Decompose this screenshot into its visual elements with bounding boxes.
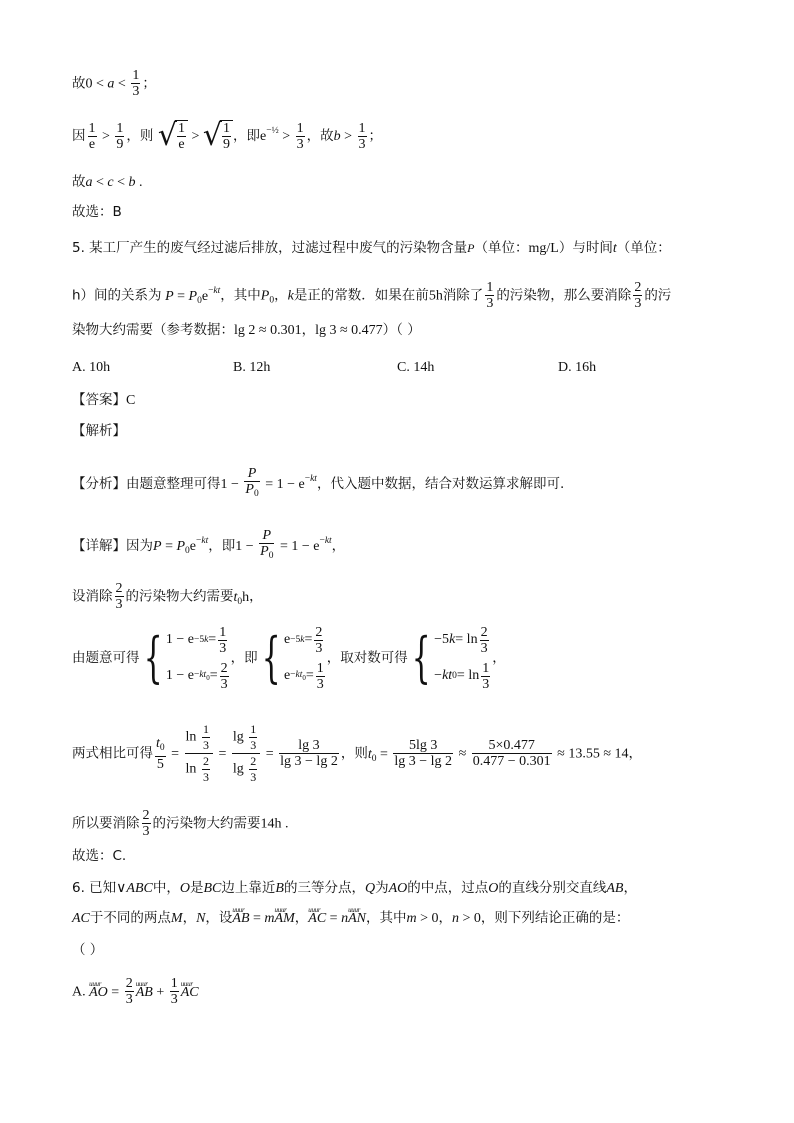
- text: ，则下列结论正确的是：: [480, 910, 630, 926]
- answer-value: C: [126, 393, 136, 408]
- answer-choice-5: 故选：C.: [72, 848, 127, 864]
- text: 的三等分点，: [283, 880, 365, 896]
- text: 边上靠近: [221, 880, 276, 896]
- text: （单位：: [616, 240, 671, 256]
- text: 由题意整理可得: [126, 476, 221, 492]
- text: ）与时间: [558, 240, 613, 256]
- option-b: B. 12h: [233, 360, 271, 375]
- text: ，故: [306, 128, 334, 144]
- q6-stem-line2: AC于不同的两点M，N，设uuur AB = muuur AM，uuur AC = nuuur AN，其中m > 0，n > 0，则下列结论正确的是：: [72, 908, 629, 929]
- text: 的污: [644, 287, 672, 304]
- text: h）间的关系为: [72, 287, 162, 304]
- text: 的污染物，那么要消除: [496, 287, 632, 304]
- result-line: 所以要消除 $\frac{2}{3}$ 的污染物大约需要14h .: [72, 808, 289, 839]
- text: 故: [72, 174, 86, 190]
- text: 因为: [126, 538, 153, 554]
- text: 两式相比可得: [72, 745, 153, 762]
- text: 是: [190, 880, 204, 896]
- text: ）（ ）: [382, 322, 421, 338]
- text: 消除了: [442, 287, 484, 304]
- analysis-label: 【解析】: [72, 423, 126, 439]
- unit-text: mg/L: [528, 241, 559, 256]
- text: ，其中: [220, 287, 261, 304]
- q5-stem-line1: 5. 某工厂产生的废气经过滤后排放，过滤过程中废气的污染物含量P（单位：mg/L）与时间t（单位：: [72, 240, 671, 256]
- text: ，则: [340, 745, 368, 762]
- text: 因: [72, 128, 86, 144]
- analysis-line: 【分析】由题意整理可得1 − $\frac{P}{P_0}$ = $1 - e^{-kt}$，代入题中数据，结合对数运算求解即可.: [72, 466, 565, 499]
- text: ，代入题中数据，结合对数运算求解即可.: [316, 476, 565, 492]
- answer-label: 【答案】: [72, 392, 126, 408]
- option-a: A. 10h: [72, 360, 111, 375]
- text: 5h: [428, 288, 443, 304]
- q6-option-a: A. uuur AO = $\frac{2}{3}$ uuur AB + $\frac{1}{3}$ uuur AC: [72, 976, 199, 1007]
- label: A.: [72, 984, 86, 1000]
- text: 的中点，过点: [407, 880, 489, 896]
- answer-line: [72, 390, 135, 411]
- q6-paren: （ ）: [72, 942, 104, 958]
- text: 的污染物大约需要: [152, 815, 261, 832]
- label: 【详解】: [72, 538, 126, 554]
- option-d: D. 16h: [558, 360, 597, 375]
- text: 于不同的两点: [89, 910, 171, 926]
- text: ，其中: [365, 910, 407, 926]
- q5-stem-line2: h）间的关系为 $P = P_0e^{-kt}$，其中$P_0$，k是正的常数．如果在前5h消除了 $\frac{1}{3}$ 的污染物，那么要消除 $\frac{2}{3}$ 的污: [72, 280, 672, 311]
- text: ，则: [126, 128, 154, 144]
- text: 为: [375, 880, 389, 896]
- text: ，设: [205, 910, 233, 926]
- detail-line: 【详解】因为$P = P_0e^{-kt}$，即1 − $\frac{P}{P_0}$ = $1 - e^{-kt}$，: [72, 528, 346, 561]
- line-conclusion-c: 故a < c < b .: [72, 174, 143, 190]
- ref-data-2: lg 3 ≈ 0.477: [315, 323, 383, 338]
- line-conclusion-b: 因 $\frac{1}{e}$ > $\frac{1}{9}$ ，则 √ $\frac{1}{e}$ > √ $\frac{1}{9}$ ，即$e^{-\frac{1}{2}}$ > $\frac{1}{3}$ ，故b > $\frac{1}{3}$ ；: [72, 118, 383, 153]
- option-c: C. 14h: [397, 360, 435, 375]
- text: 的直线分别交直线: [498, 880, 607, 896]
- ratio-line: 两式相比可得 $\frac{t_0}{5}$ = ln $\frac{1}{3}$ ln $\frac{2}{3}$ = lg $\frac{1}{3}$ lg $\frac{2}{3}$ = $\frac{\lg 3}{\lg 3 - \lg 2}$ ，则$t_0$ = $\frac{5\lg 3}{\lg 3 - \lg 2}$ ≈ $\frac{5\times 0.477}{0.477 - 0.301}$ ≈ 13.55 ≈ 14，: [72, 722, 643, 784]
- line-conclusion-a: 故0 < a < $\frac{1}{3}$ ；: [72, 68, 156, 99]
- text: ，即: [208, 538, 236, 554]
- q5-stem-line3: 染物大约需要（参考数据：lg 2 ≈ 0.301，lg 3 ≈ 0.477）（ ）: [72, 322, 421, 338]
- text: ，取对数可得: [326, 650, 408, 666]
- answer-choice-4: 故选：B: [72, 204, 122, 220]
- set-line: 设消除 $\frac{2}{3}$ 的污染物大约需要$t_0h$，: [72, 581, 263, 612]
- text: 14h: [260, 816, 282, 832]
- text: ，即: [230, 650, 258, 666]
- text: 5. 某工厂产生的废气经过滤后排放，过滤过程中废气的污染物含量: [72, 240, 468, 256]
- text: （单位：: [474, 240, 529, 256]
- text: 故: [72, 75, 86, 92]
- system-line: 由题意可得{ 1 − e −5k = $\frac{1}{3}$ 1 − e $-kt_0$ = $\frac{2}{3}$ ，即{ e −5k = $\frac{2}{3}$ e $-kt_0$ = $\frac{1}{3}$ ，取对数可得{ −5 k = ln $\frac{2}{3}$ − kt 0 = ln $\frac{1}{3}$ ，: [72, 624, 506, 692]
- text: 所以要消除: [72, 815, 140, 832]
- q6-stem-line1: 6. 已知∨ABC中，O是BC边上靠近B的三等分点，Q为AO的中点，过点O的直线分别交直线AB，: [72, 880, 637, 896]
- text: 6. 已知: [72, 880, 117, 896]
- ref-data-1: lg 2 ≈ 0.301: [234, 323, 302, 338]
- text: 染物大约需要（参考数据：: [72, 322, 234, 338]
- text: 由题意可得: [72, 650, 140, 666]
- text: 设消除: [72, 588, 113, 605]
- label: 【分析】: [72, 476, 126, 492]
- text: 中，: [152, 880, 180, 896]
- text: 是正的常数．如果在前: [293, 287, 429, 304]
- text: ，即: [233, 128, 261, 144]
- text: 的污染物大约需要: [125, 588, 234, 605]
